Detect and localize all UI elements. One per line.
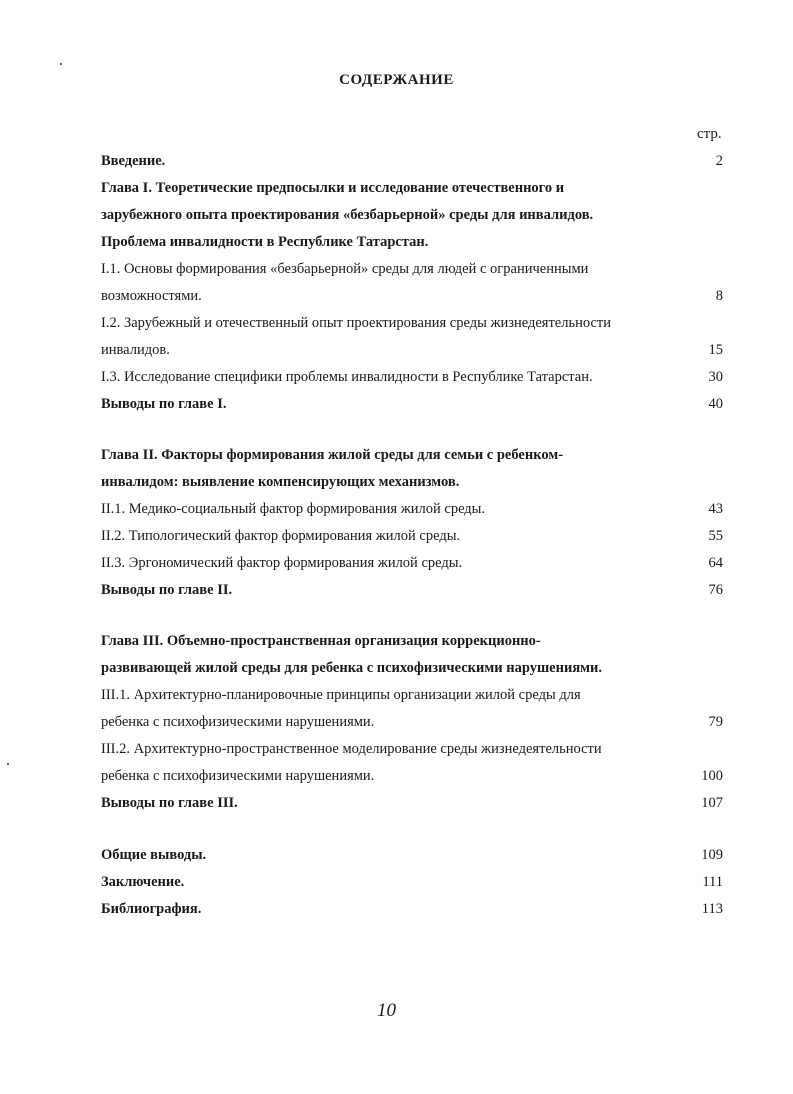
toc-entry-text: Глава III. Объемно-пространственная организация коррекционно- bbox=[101, 633, 541, 649]
toc-entry-text: Глава I. Теоретические предпосылки и исследование отечественного и bbox=[101, 180, 565, 196]
toc-entry-section-3-1-line-2[interactable] bbox=[101, 709, 723, 736]
toc-entry-page: 55 bbox=[708, 528, 723, 544]
page-column-label: стр. bbox=[697, 126, 722, 142]
toc-entry-text: Выводы по главе II. bbox=[101, 582, 233, 598]
toc-entry-conclusions-3[interactable] bbox=[101, 790, 723, 817]
toc-entry-general-conclusions[interactable] bbox=[101, 842, 723, 869]
toc-entry-text: инвалидов. bbox=[101, 342, 170, 358]
toc-entry-chapter-1-line-2[interactable] bbox=[101, 202, 723, 229]
toc-entry-page: 113 bbox=[701, 901, 723, 917]
toc-entry-text: Глава II. Факторы формирования жилой среды для семьи с ребенком- bbox=[101, 447, 564, 463]
toc-entry-page: 8 bbox=[715, 288, 723, 304]
handwritten-page-mark: 10 bbox=[377, 1000, 396, 1021]
section-spacer bbox=[101, 817, 723, 842]
section-spacer bbox=[101, 604, 723, 628]
toc-entry-text: зарубежного опыта проектирования «безбарьерной» среды для инвалидов. bbox=[101, 207, 594, 223]
section-spacer bbox=[101, 418, 723, 442]
toc-entry-chapter-2-line-1[interactable] bbox=[101, 442, 723, 469]
page-title: СОДЕРЖАНИЕ bbox=[339, 72, 454, 88]
toc-entry-text: III.2. Архитектурно-пространственное моделирование среды жизнедеятельности bbox=[101, 741, 602, 757]
toc-entry-text: Общие выводы. bbox=[101, 847, 207, 863]
toc-entry-section-1-3[interactable] bbox=[101, 364, 723, 391]
toc-entry-text: Выводы по главе III. bbox=[101, 795, 238, 811]
toc-entry-section-3-2-line-1[interactable] bbox=[101, 736, 723, 763]
toc-entry-text: возможностями. bbox=[101, 288, 202, 304]
toc-entry-introduction[interactable] bbox=[101, 148, 723, 175]
toc-entry-page: 100 bbox=[701, 768, 723, 784]
toc-entry-page: 2 bbox=[715, 153, 723, 169]
toc-entry-bibliography[interactable] bbox=[101, 896, 723, 923]
toc-entry-chapter-3-line-1[interactable] bbox=[101, 628, 723, 655]
toc-entry-text: Выводы по главе I. bbox=[101, 396, 227, 412]
toc-entry-text: развивающей жилой среды для ребенка с психофизическими нарушениями. bbox=[101, 660, 603, 676]
toc-entry-text: Библиография. bbox=[101, 901, 202, 917]
toc-entry-text: I.2. Зарубежный и отечественный опыт проектирования среды жизнедеятельности bbox=[101, 315, 611, 331]
scan-speck bbox=[60, 63, 62, 65]
toc-entry-text: Проблема инвалидности в Республике Татарстан. bbox=[101, 234, 429, 250]
toc-entry-text: инвалидом: выявление компенсирующих механизмов. bbox=[101, 474, 460, 490]
toc-entry-section-2-2[interactable] bbox=[101, 523, 723, 550]
toc-entry-section-3-1-line-1[interactable] bbox=[101, 682, 723, 709]
toc-entry-page: 40 bbox=[708, 396, 723, 412]
toc-entry-page: 109 bbox=[701, 847, 723, 863]
toc-entry-text: I.3. Исследование специфики проблемы инвалидности в Республике Татарстан. bbox=[101, 369, 593, 385]
toc-entry-section-1-1-line-2[interactable] bbox=[101, 283, 723, 310]
toc-entry-section-1-1-line-1[interactable] bbox=[101, 256, 723, 283]
toc-entry-conclusions-1[interactable] bbox=[101, 391, 723, 418]
toc-entry-section-1-2-line-1[interactable] bbox=[101, 310, 723, 337]
toc-entry-conclusions-2[interactable] bbox=[101, 577, 723, 604]
toc-entry-page: 76 bbox=[708, 582, 723, 598]
scan-speck bbox=[7, 763, 9, 765]
toc-entry-text: III.1. Архитектурно-планировочные принципы организации жилой среды для bbox=[101, 687, 581, 703]
toc-entry-text: II.2. Типологический фактор формирования жилой среды. bbox=[101, 528, 461, 544]
toc-entry-page: 79 bbox=[708, 714, 723, 730]
toc-entry-chapter-1-line-3[interactable] bbox=[101, 229, 723, 256]
table-of-contents bbox=[101, 148, 723, 923]
toc-entry-section-3-2-line-2[interactable] bbox=[101, 763, 723, 790]
toc-entry-text: II.1. Медико-социальный фактор формирования жилой среды. bbox=[101, 501, 486, 517]
toc-entry-section-1-2-line-2[interactable] bbox=[101, 337, 723, 364]
toc-entry-chapter-3-line-2[interactable] bbox=[101, 655, 723, 682]
toc-entry-chapter-2-line-2[interactable] bbox=[101, 469, 723, 496]
toc-entry-section-2-3[interactable] bbox=[101, 550, 723, 577]
toc-entry-text: I.1. Основы формирования «безбарьерной» среды для людей с ограниченными bbox=[101, 261, 589, 277]
toc-entry-page: 43 bbox=[708, 501, 723, 517]
toc-entry-page: 15 bbox=[708, 342, 723, 358]
toc-entry-text: ребенка с психофизическими нарушениями. bbox=[101, 768, 375, 784]
toc-entry-page: 30 bbox=[708, 369, 723, 385]
toc-entry-text: II.3. Эргономический фактор формирования жилой среды. bbox=[101, 555, 463, 571]
toc-entry-text: Заключение. bbox=[101, 874, 185, 890]
toc-entry-text: Введение. bbox=[101, 153, 166, 169]
toc-entry-page: 111 bbox=[702, 874, 723, 890]
toc-entry-page: 107 bbox=[701, 795, 723, 811]
toc-entry-conclusion[interactable] bbox=[101, 869, 723, 896]
toc-entry-section-2-1[interactable] bbox=[101, 496, 723, 523]
toc-entry-text: ребенка с психофизическими нарушениями. bbox=[101, 714, 375, 730]
toc-entry-page: 64 bbox=[708, 555, 723, 571]
toc-entry-chapter-1-line-1[interactable] bbox=[101, 175, 723, 202]
